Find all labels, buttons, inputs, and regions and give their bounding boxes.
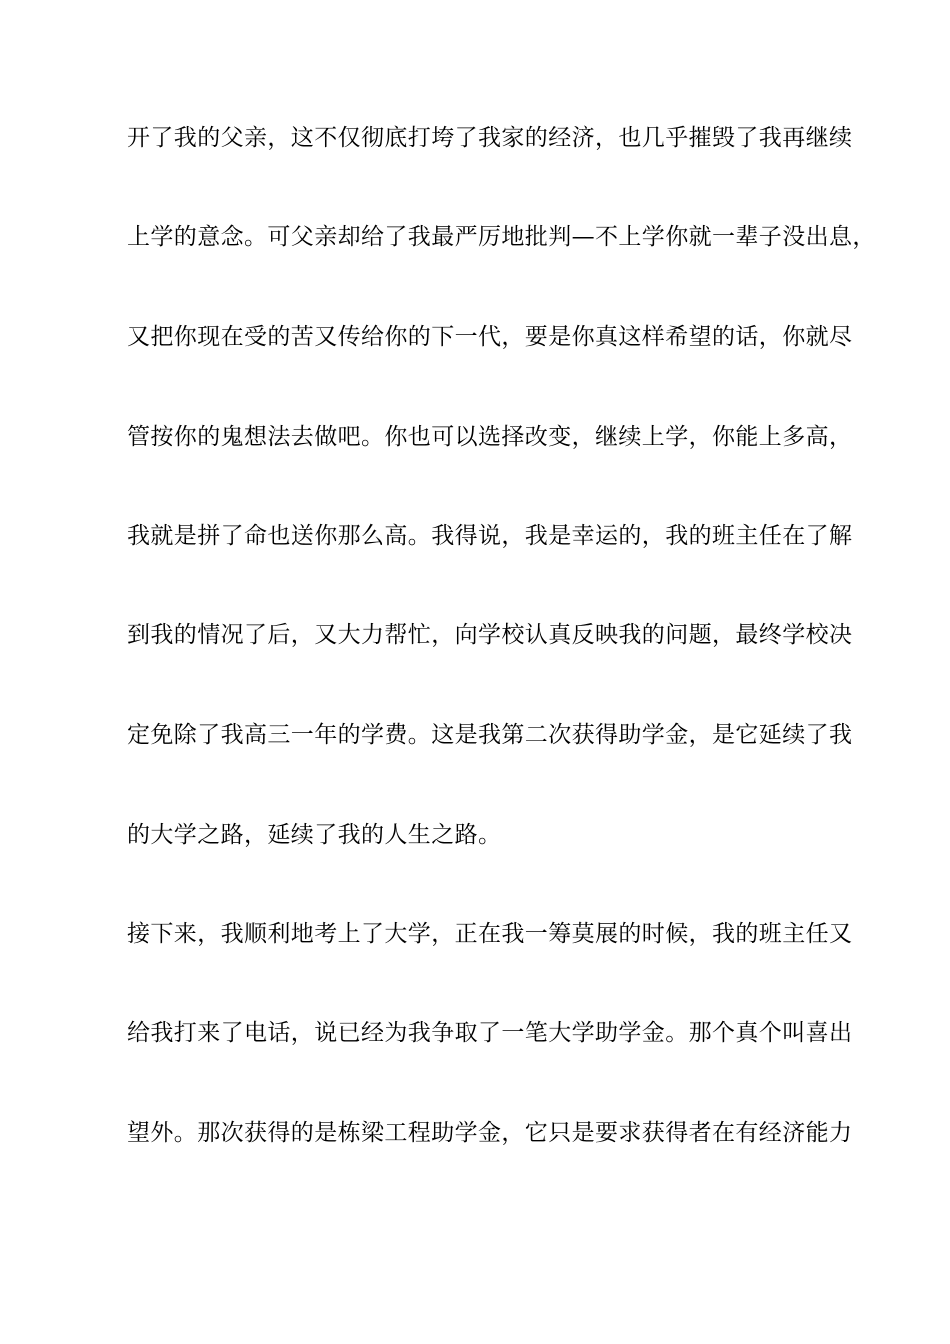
text-line-3: 又把你现在受的苦又传给你的下一代，要是你真这样希望的话，你就尽 — [127, 324, 853, 350]
text-line-10: 给我打来了电话，说已经为我争取了一笔大学助学金。那个真个叫喜出 — [127, 1020, 853, 1046]
text-line-11: 望外。那次获得的是栋梁工程助学金，它只是要求获得者在有经济能力 — [127, 1120, 853, 1146]
text-line-5: 我就是拼了命也送你那么高。我得说，我是幸运的，我的班主任在了解 — [127, 523, 853, 549]
text-line-4: 管按你的鬼想法去做吧。你也可以选择改变，继续上学，你能上多高， — [127, 424, 853, 450]
text-line-2: 上学的意念。可父亲却给了我最严厉地批判—不上学你就一辈子没出息， — [127, 224, 876, 250]
text-line-9: 接下来，我顺利地考上了大学，正在我一筹莫展的时候，我的班主任又 — [127, 921, 853, 947]
text-line-7: 定免除了我高三一年的学费。这是我第二次获得助学金，是它延续了我 — [127, 722, 853, 748]
text-line-6: 到我的情况了后，又大力帮忙，向学校认真反映我的问题，最终学校决 — [127, 622, 853, 648]
text-line-1: 开了我的父亲，这不仅彻底打垮了我家的经济，也几乎摧毁了我再继续 — [127, 125, 853, 151]
text-line-8: 的大学之路，延续了我的人生之路。 — [127, 822, 502, 848]
